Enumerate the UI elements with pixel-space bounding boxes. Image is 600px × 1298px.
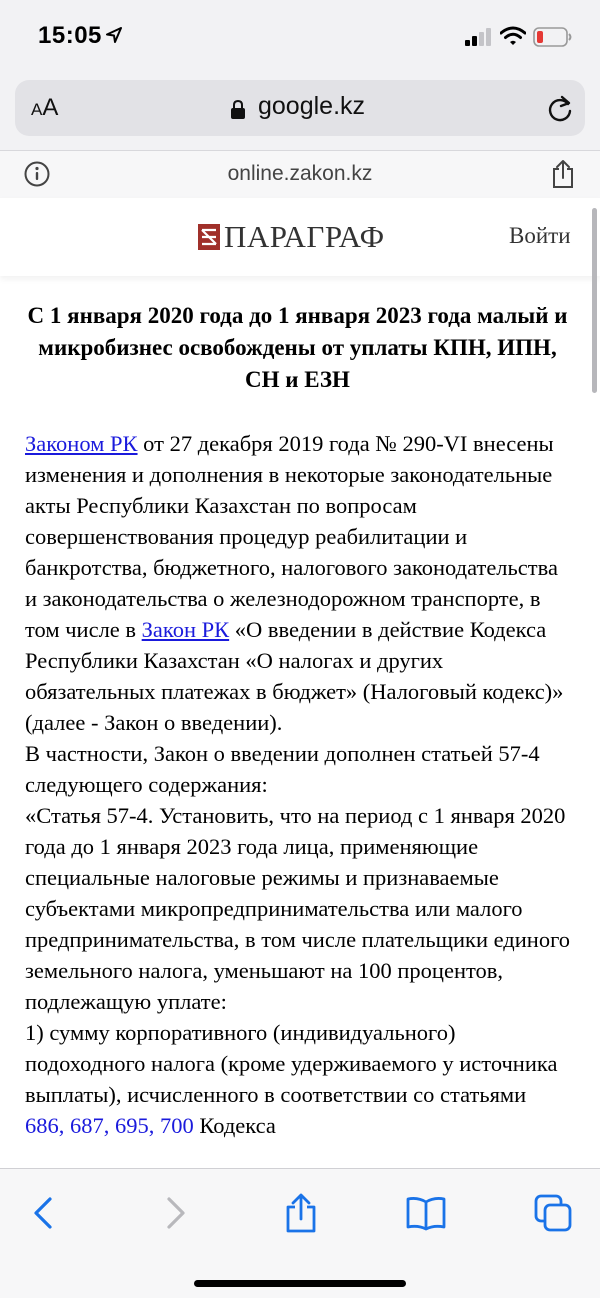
status-bar (0, 0, 600, 76)
paragraph-1-text-2: «О введении в действие Кодекса Республики Казахстан «О налогах и других обязательных платежах в бюджет» (Налоговый кодекс)» (далее - Закон о введении). (25, 617, 564, 735)
article-title: С 1 января 2020 года до 1 января 2023 года малый и микробизнес освобождены от уплаты КПН, ИПН, СН и ЕЗН (27, 303, 568, 392)
page-scrollbar[interactable] (592, 208, 597, 393)
article-body (25, 428, 570, 1141)
paragraph-4-tail: Кодекса (193, 1113, 276, 1138)
browser-address-area (0, 76, 600, 150)
law-link[interactable]: Законом РК (25, 431, 138, 456)
paragraph-1 (25, 428, 570, 738)
address-bar[interactable] (15, 80, 585, 136)
back-icon[interactable] (24, 1193, 64, 1233)
wifi-icon (500, 26, 526, 46)
paragraph-1-text: от 27 декабря 2019 года № 290-VI внесены изменения и дополнения в некоторые законодательные акты Республики Казахстан по вопросам совершенствования процедур реабилитации и банкротства, бюджетного, налогового законодательства и законодательства о железнодорожном транспорте, в том числе в (25, 431, 558, 642)
share-icon[interactable] (551, 159, 575, 189)
battery-icon (533, 26, 573, 48)
paragraph-2: В частности, Закон о введении дополнен статьей 57-4 следующего содержания: (25, 741, 540, 797)
articles-link[interactable]: 686, 687, 695, 700 (25, 1113, 194, 1138)
site-logo[interactable] (198, 220, 385, 254)
paragraph-4 (25, 1017, 570, 1141)
site-info-row (0, 150, 600, 199)
browser-toolbar (0, 1168, 600, 1298)
law-link-2[interactable]: Закон РК (141, 617, 230, 642)
reader-options-button[interactable]: AA (31, 94, 59, 121)
share-icon[interactable] (281, 1193, 321, 1233)
logo-mark-icon (198, 224, 220, 250)
tabs-icon[interactable] (533, 1193, 573, 1233)
bookmarks-icon[interactable] (406, 1193, 446, 1233)
signal-icon (465, 28, 493, 46)
article (25, 290, 570, 1168)
site-header (0, 198, 600, 276)
login-link[interactable]: Войти (509, 223, 571, 248)
paragraph-3: «Статья 57-4. Установить, что на период с 1 января 2020 года до 1 января 2023 года лица, применяющие специальные налоговые режимы и признаваемые субъектами микропредпринимательства или малого предпринимательства, в том числе плательщики единого земельного налога, уменьшают на 100 процентов, подлежащую уплате: (25, 803, 570, 1014)
location-arrow-icon (106, 27, 122, 43)
site-host: online.zakon.kz (227, 162, 373, 185)
lock-icon (230, 99, 246, 119)
status-time: 15:05 (38, 22, 102, 49)
home-indicator[interactable] (194, 1280, 406, 1287)
reload-icon[interactable] (547, 95, 573, 123)
paragraph-4-text: 1) сумму корпоративного (индивидуального) подоходного налога (кроме удерживаемого у источника выплаты), исчисленного в соответствии со статьями (25, 1020, 558, 1107)
address-domain[interactable]: google.kz (258, 92, 366, 120)
logo-text: ПАРАГРАФ (224, 219, 385, 254)
forward-icon[interactable] (155, 1193, 195, 1233)
